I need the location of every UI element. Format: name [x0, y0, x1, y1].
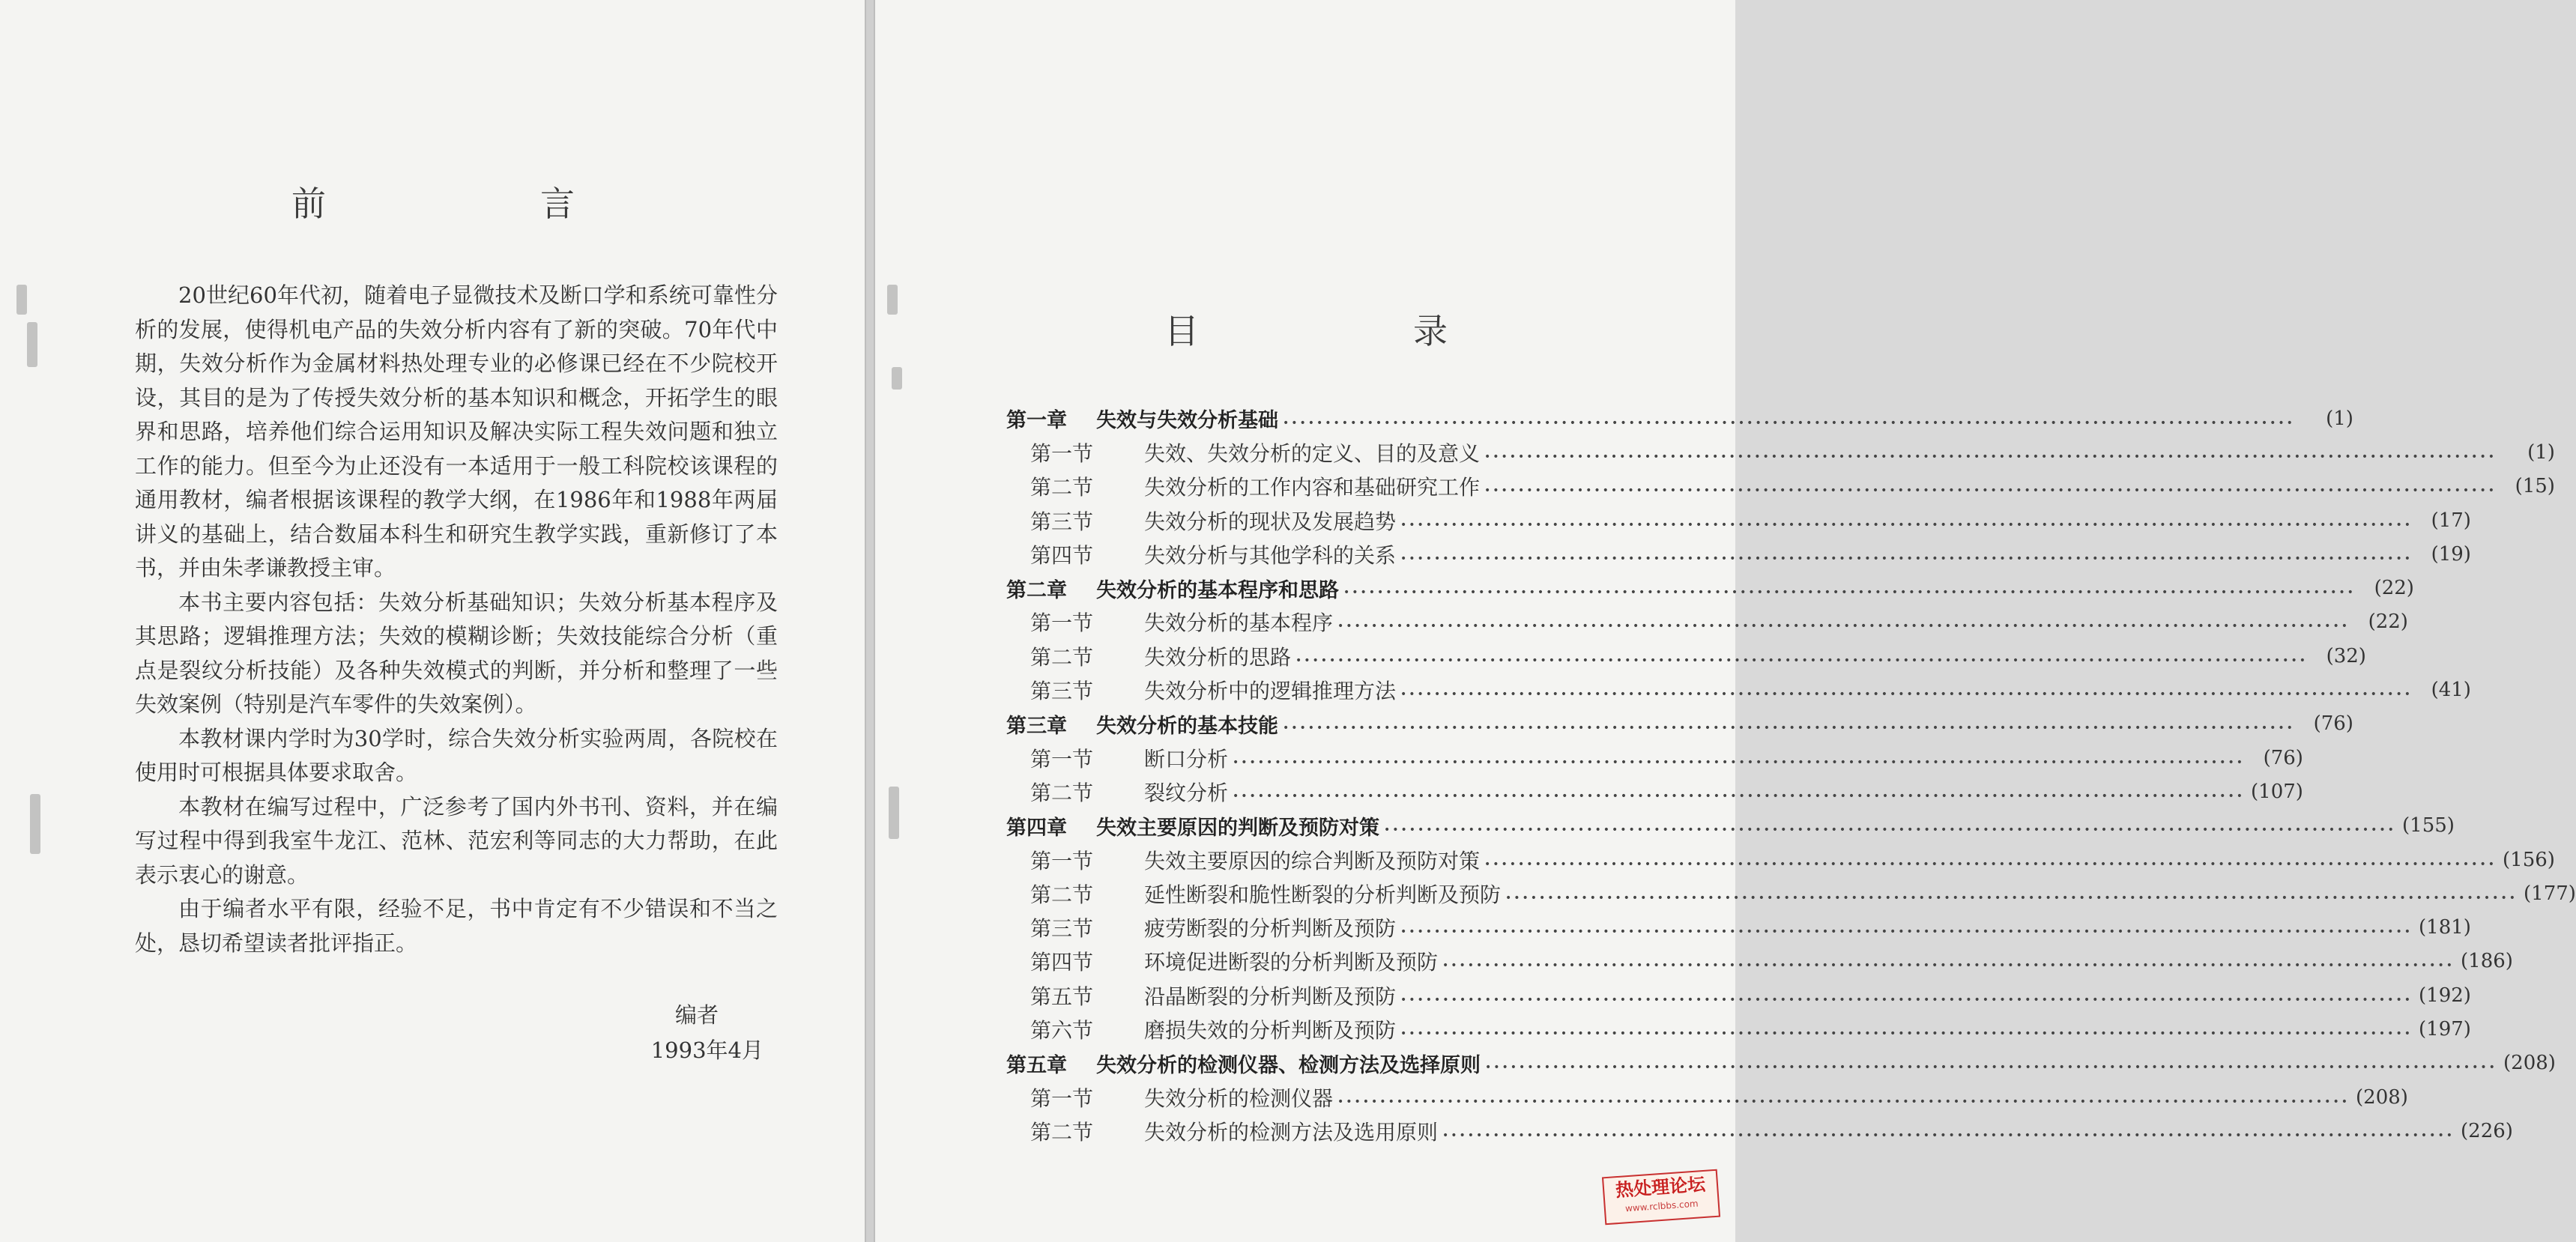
toc-leader-dots	[1505, 892, 2518, 904]
toc-entry-title: 磨损失效的分析判断及预防	[1144, 1017, 1397, 1043]
toc-section-row	[1006, 1012, 2471, 1046]
toc-entry-title: 失效分析的基本技能	[1096, 714, 1278, 738]
toc-entry-title: 失效分析中的逻辑推理方法	[1144, 679, 1397, 704]
binding-mark	[892, 367, 902, 390]
toc-entry-title: 失效分析的基本程序和思路	[1096, 578, 1339, 602]
toc-leader-dots	[1484, 451, 2497, 463]
watermark-stamp	[1602, 1169, 1720, 1226]
toc-entry-number: 第三节	[1030, 679, 1094, 704]
toc-entry-page: (192)	[2419, 984, 2471, 1007]
contents-title: 目 录	[1164, 311, 1538, 351]
toc-entry-page: (76)	[2263, 746, 2303, 769]
toc-leader-dots	[1400, 519, 2413, 531]
toc-entry-number: 第一节	[1030, 746, 1094, 772]
toc-entry-number: 第六节	[1030, 1017, 1094, 1043]
toc-entry-page: (1)	[2326, 407, 2353, 430]
toc-entry-title: 疲劳断裂的分析判断及预防	[1144, 916, 1397, 942]
toc-section-row	[1006, 741, 2303, 775]
toc-section-row	[1006, 470, 2555, 503]
toc-section-row	[1006, 876, 2576, 910]
toc-entry-number: 第五节	[1030, 984, 1094, 1009]
toc-entry-number: 第一节	[1030, 1085, 1094, 1111]
toc-entry-page: (15)	[2515, 475, 2555, 498]
toc-entry-title: 延性断裂和脆性断裂的分析判断及预防	[1144, 882, 1502, 907]
toc-entry-title: 断口分析	[1144, 746, 1229, 772]
toc-entry-number: 第二节	[1030, 644, 1094, 670]
toc-section-row	[1006, 503, 2471, 537]
watermark-title: 热处理论坛	[1615, 1173, 1706, 1202]
toc-leader-dots	[1343, 587, 2356, 599]
toc-entry-page: (107)	[2251, 780, 2303, 803]
toc-section-row	[1006, 978, 2471, 1012]
toc-chapter-row	[1006, 707, 2353, 741]
toc-entry-page: (208)	[2356, 1085, 2408, 1109]
toc-entry-number: 第四节	[1030, 542, 1094, 568]
toc-entry-page: (22)	[2374, 577, 2414, 600]
toc-entry-title: 失效与失效分析基础	[1096, 409, 1278, 433]
toc-leader-dots	[1400, 926, 2413, 938]
toc-section-row	[1006, 945, 2513, 978]
toc-entry-title: 失效、失效分析的定义、目的及意义	[1144, 440, 1481, 466]
toc-leader-dots	[1283, 417, 2295, 429]
toc-entry-page: (208)	[2503, 1052, 2556, 1075]
binding-mark	[27, 322, 37, 367]
toc-leader-dots	[1442, 960, 2455, 972]
toc-leader-dots	[1400, 688, 2413, 700]
toc-section-row	[1006, 1080, 2408, 1114]
watermark-url: www.rclbbs.com	[1624, 1198, 1699, 1214]
toc-leader-dots	[1337, 1096, 2350, 1108]
book-gutter	[866, 0, 874, 1242]
toc-entry-title: 失效分析与其他学科的关系	[1144, 542, 1397, 568]
table-of-contents	[1006, 402, 2576, 1148]
toc-entry-page: (197)	[2419, 1017, 2471, 1040]
toc-entry-title: 裂纹分析	[1144, 780, 1229, 805]
toc-entry-title: 失效分析的思路	[1144, 644, 1292, 670]
preface-body	[135, 279, 778, 960]
toc-entry-number: 第三章	[1006, 714, 1067, 738]
toc-leader-dots	[1337, 620, 2350, 632]
toc-entry-title: 失效分析的基本程序	[1144, 611, 1334, 636]
toc-entry-number: 第四节	[1030, 950, 1094, 975]
toc-entry-title: 失效分析的检测方法及选用原则	[1144, 1119, 1439, 1145]
preface-page	[0, 0, 866, 1242]
toc-chapter-row	[1006, 809, 2455, 843]
contents-page	[874, 0, 2576, 1242]
toc-entry-page: (41)	[2431, 679, 2471, 702]
toc-entry-number: 第一节	[1030, 611, 1094, 636]
toc-entry-number: 第一节	[1030, 440, 1094, 466]
toc-section-row	[1006, 843, 2555, 876]
toc-entry-page: (19)	[2431, 542, 2471, 566]
toc-entry-title: 失效分析的现状及发展趋势	[1144, 509, 1397, 534]
toc-entry-title: 环境促进断裂的分析判断及预防	[1144, 950, 1439, 975]
preface-paragraph: 本教材课内学时为30学时，综合失效分析实验两周，各院校在使用时可根据具体要求取舍。	[135, 725, 778, 785]
toc-section-row	[1006, 910, 2471, 944]
preface-paragraph: 20世纪60年代初，随着电子显微技术及断口学和系统可靠性分析的发展，使得机电产品的失效分析内容有了新的突破。70年代中期，失效分析作为金属材料热处理专业的必修课已经在不少院校开设，其目的是为了传授失效分析的基本知识和概念，开拓学生的眼界和思路，培养他们综合运用知识及解决实际工程失效问题和独立工作的能力。但至今为止还没有一本适用于一般工科院校该课程的通用教材，编者根据该课程的教学大纲，在1986年和1988年两届讲义的基础上，结合数届本科生和研究生教学实践，重新修订了本书，并由朱孝谦教授主审。	[135, 282, 778, 581]
toc-leader-dots	[1283, 722, 2295, 734]
toc-entry-number: 第二章	[1006, 578, 1067, 602]
toc-entry-page: (177)	[2524, 882, 2576, 905]
toc-entry-number: 第五章	[1006, 1053, 1067, 1077]
toc-entry-page: (156)	[2503, 848, 2555, 871]
toc-entry-number: 第三节	[1030, 509, 1094, 534]
toc-entry-number: 第二节	[1030, 1119, 1094, 1145]
toc-entry-number: 第二节	[1030, 780, 1094, 805]
toc-entry-number: 第一章	[1006, 409, 1067, 433]
preface-paragraph: 由于编者水平有限，经验不足，书中肯定有不少错误和不当之处，恳切希望读者批评指正。	[135, 896, 778, 956]
toc-leader-dots	[1484, 485, 2497, 497]
toc-chapter-row	[1006, 1046, 2556, 1080]
toc-entry-number: 第二节	[1030, 475, 1094, 500]
toc-entry-page: (17)	[2431, 509, 2471, 532]
preface-paragraph: 本书主要内容包括：失效分析基础知识；失效分析基本程序及其思路；逻辑推理方法；失效的模糊诊断；失效技能综合分析（重点是裂纹分析技能）及各种失效模式的判断，并分析和整理了一些失效案例（特别是汽车零件的失效案例）。	[135, 589, 778, 717]
toc-entry-title: 失效主要原因的综合判断及预防对策	[1144, 848, 1481, 873]
preface-paragraph: 本教材在编写过程中，广泛参考了国内外书刊、资料，并在编写过程中得到我室牛龙江、范林、范宏利等同志的大力帮助，在此表示衷心的谢意。	[135, 793, 778, 888]
toc-section-row	[1006, 639, 2366, 673]
toc-entry-title: 失效分析的检测仪器、检测方法及选择原则	[1096, 1053, 1481, 1077]
toc-section-row	[1006, 673, 2471, 706]
toc-leader-dots	[1400, 994, 2413, 1006]
toc-entry-title: 失效分析的检测仪器	[1144, 1085, 1334, 1111]
toc-entry-page: (1)	[2527, 440, 2555, 464]
toc-leader-dots	[1484, 858, 2497, 870]
toc-entry-page: (226)	[2461, 1119, 2513, 1142]
toc-entry-title: 沿晶断裂的分析判断及预防	[1144, 984, 1397, 1009]
toc-leader-dots	[1400, 1028, 2413, 1040]
toc-entry-page: (186)	[2461, 950, 2513, 973]
toc-entry-page: (181)	[2419, 916, 2471, 939]
toc-entry-number: 第一节	[1030, 848, 1094, 873]
toc-entry-title: 失效主要原因的判断及预防对策	[1096, 816, 1379, 840]
toc-section-row	[1006, 605, 2408, 639]
toc-entry-page: (22)	[2368, 611, 2408, 634]
toc-leader-dots	[1233, 757, 2245, 769]
preface-author: 编者	[674, 1002, 719, 1028]
toc-entry-title: 失效分析的工作内容和基础研究工作	[1144, 475, 1481, 500]
toc-section-row	[1006, 1114, 2513, 1148]
toc-leader-dots	[1384, 824, 2396, 836]
toc-entry-number: 第二节	[1030, 882, 1094, 907]
toc-chapter-row	[1006, 402, 2353, 435]
binding-mark	[16, 285, 27, 315]
toc-leader-dots	[1442, 1130, 2455, 1142]
toc-section-row	[1006, 435, 2555, 469]
toc-leader-dots	[1233, 790, 2245, 802]
toc-entry-page: (155)	[2402, 814, 2455, 837]
toc-entry-number: 第四章	[1006, 816, 1067, 840]
toc-leader-dots	[1485, 1061, 2497, 1073]
toc-section-row	[1006, 775, 2303, 808]
toc-leader-dots	[1400, 553, 2413, 565]
binding-mark	[889, 787, 899, 839]
toc-entry-page: (76)	[2313, 712, 2353, 736]
toc-leader-dots	[1295, 655, 2308, 667]
toc-section-row	[1006, 537, 2471, 571]
preface-date: 1993年4月	[650, 1037, 764, 1063]
preface-title: 前 言	[291, 184, 665, 224]
toc-entry-number: 第三节	[1030, 916, 1094, 942]
binding-mark	[30, 794, 40, 854]
toc-entry-page: (32)	[2326, 644, 2366, 667]
toc-chapter-row	[1006, 571, 2414, 605]
